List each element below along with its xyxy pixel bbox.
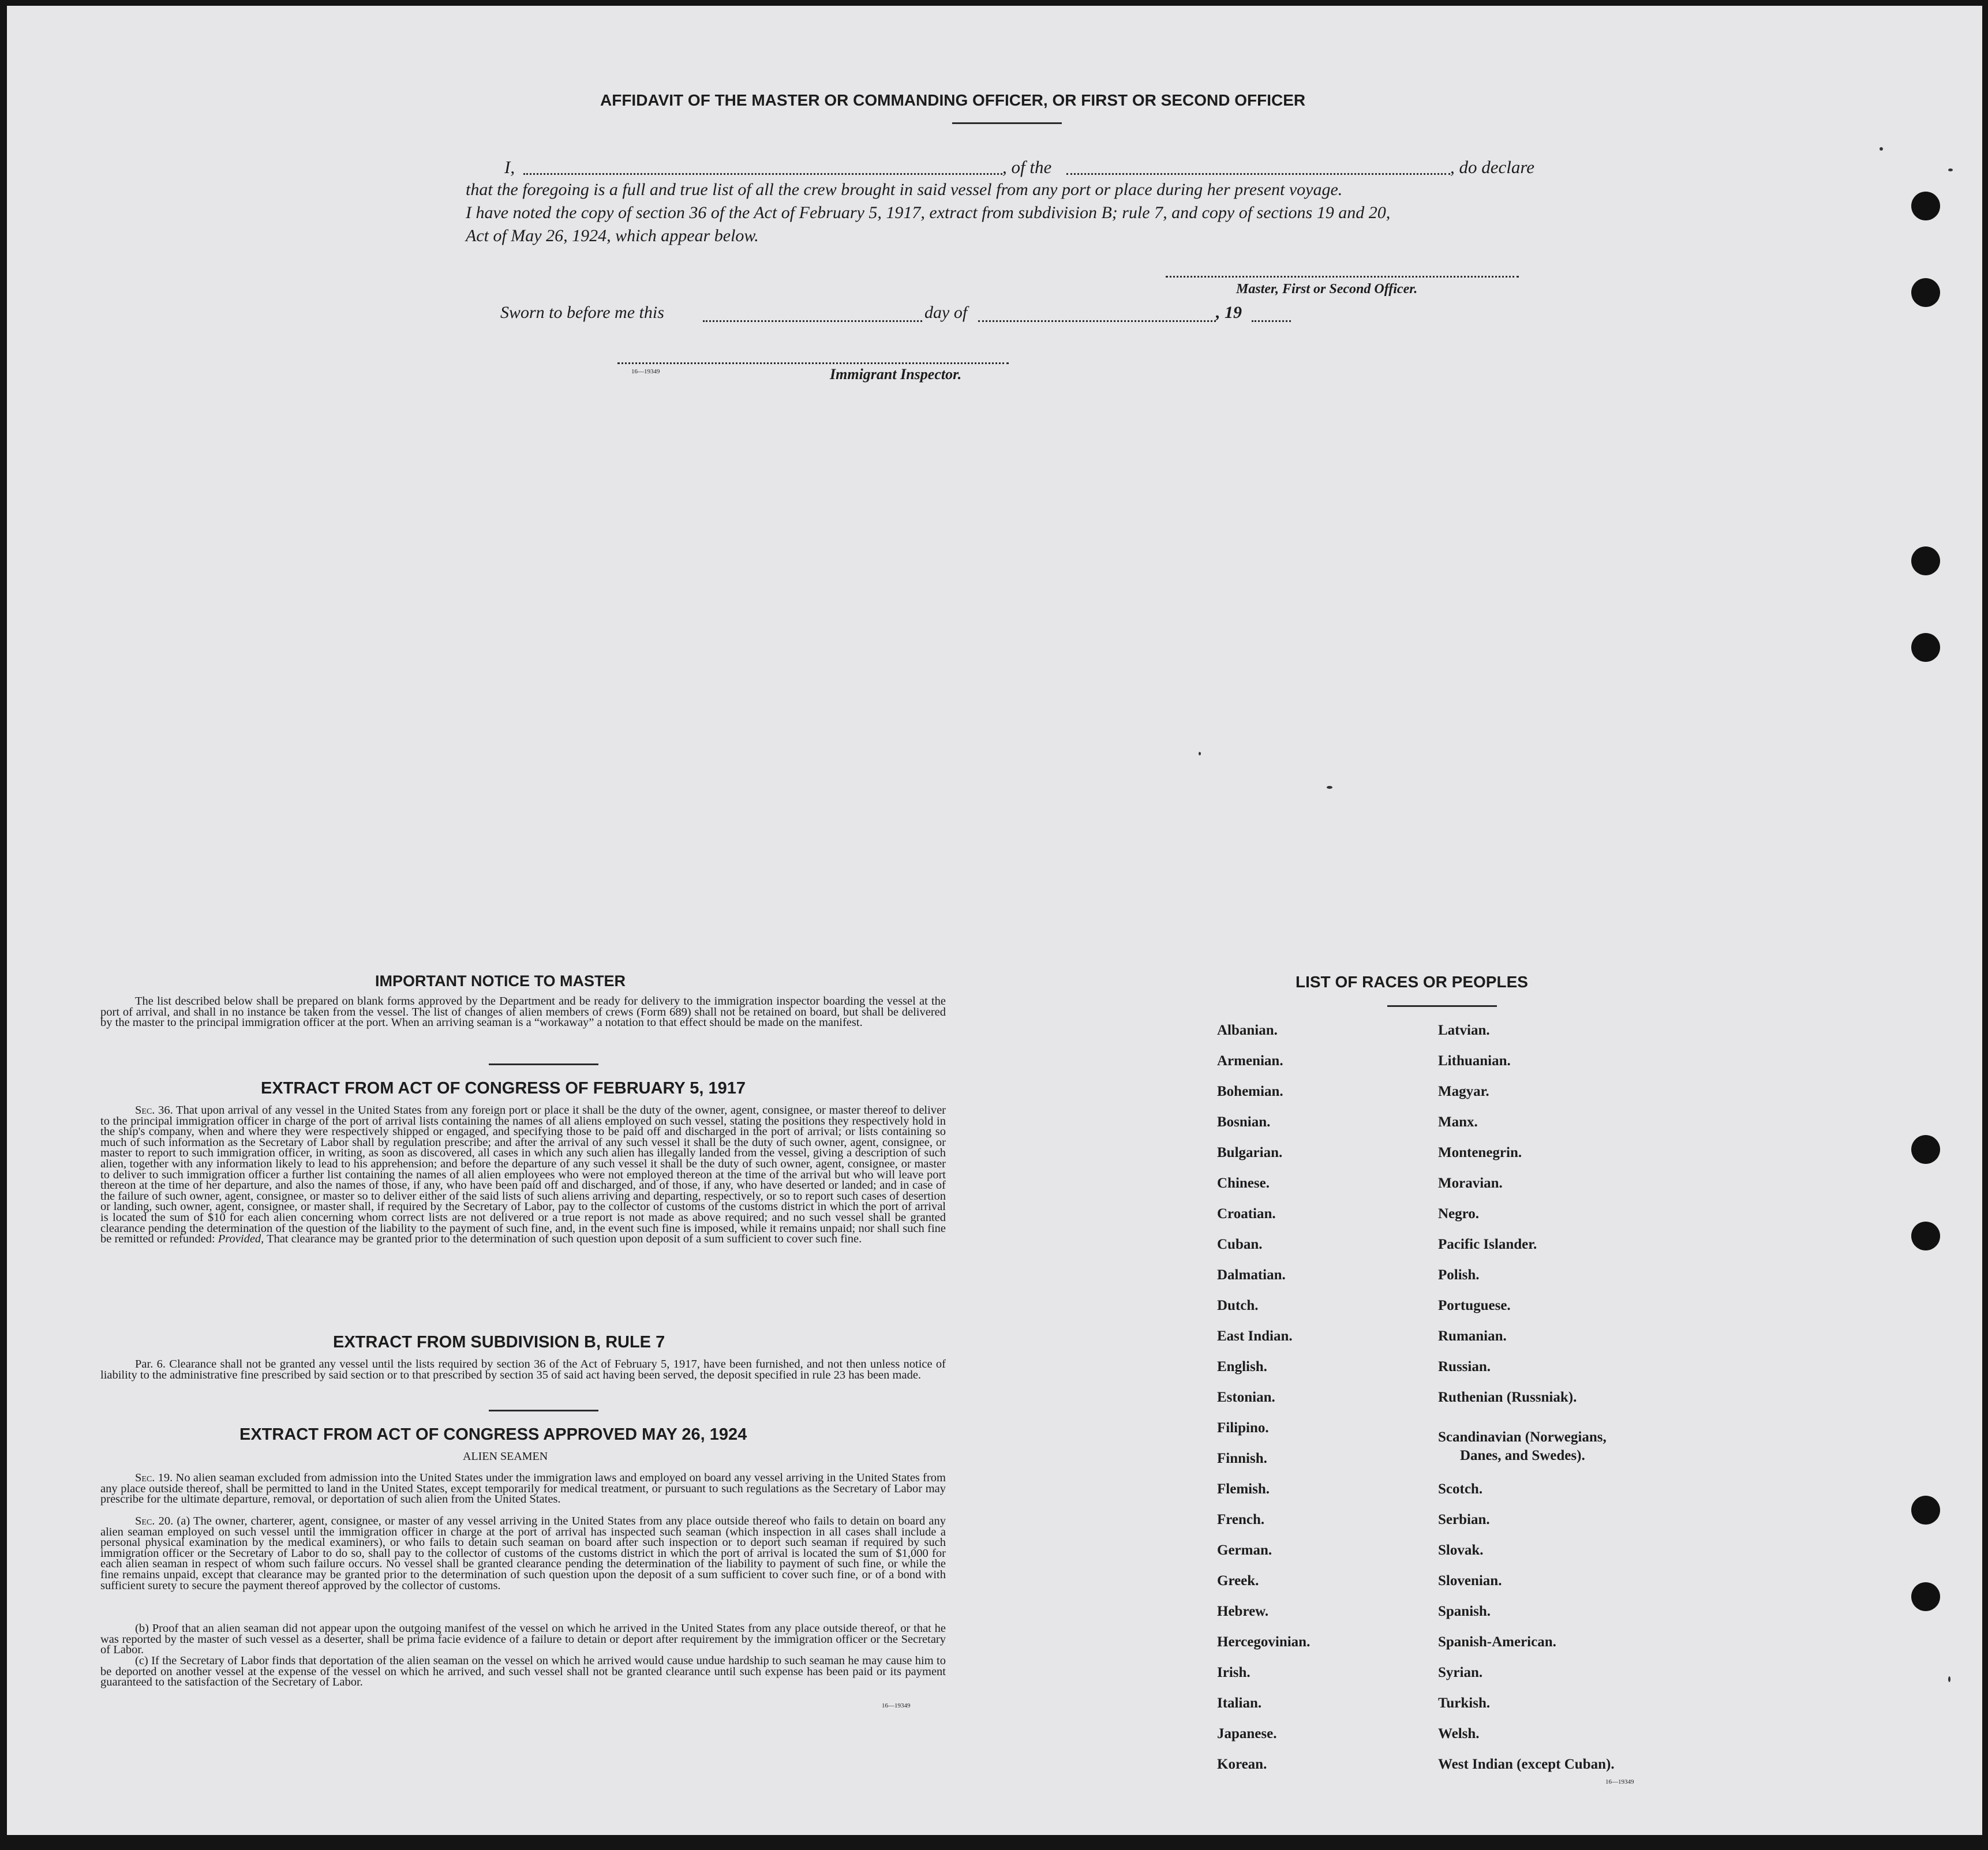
race-left-2: Bohemian. — [1217, 1084, 1283, 1099]
race-left-13: Filipino. — [1217, 1420, 1269, 1436]
sec20a-text — [100, 1516, 946, 1591]
affidavit-line3: I have noted the copy of section 36 of the Act of February 5, 1917, extract from subdivision B; rule 7, and copy of sections 19 and 20, — [466, 203, 1391, 222]
race-right-21: Syrian. — [1438, 1665, 1483, 1680]
scan-speck — [1948, 1676, 1950, 1682]
sworn-day-blank[interactable] — [703, 320, 922, 322]
race-left-19: Hebrew. — [1217, 1604, 1269, 1619]
punch-hole — [1911, 1222, 1940, 1250]
sec20a-body: (a) The owner, charterer, agent, consignee, or master of any vessel arriving in the United States from any place outside thereof who fails to detain on board any alien seaman employed on such vessel until the immigration officer in charge at the port of arrival has inspected such seaman (which inspection in all cases shall include a personal physical examination by the medical examiners), or who fails to detain such seaman on board after such inspection or to deport such seaman if required by such immigration officer or the Secretary of Labor to do so, shall pay to the collector of customs of the customs district in which the port of arrival is located the sum of $1,000 for each alien seaman in respect of whom such failure occurs. No vessel shall be granted clearance pending the determination of the liability to payment of such fine, or while the fine remains unpaid, except that clearance may be granted prior to the determination of such question upon the deposit of a sum sufficient to cover such fine, or of a bond with sufficient surety to secure the payment thereof approved by the collector of customs. — [100, 1515, 946, 1592]
race-right-7: Pacific Islander. — [1438, 1237, 1537, 1252]
scan-speck — [1880, 147, 1883, 151]
punch-hole — [1911, 1496, 1940, 1525]
race-right-4: Montenegrin. — [1438, 1145, 1522, 1160]
race-right-12: Ruthenian (Russniak). — [1438, 1390, 1577, 1405]
punch-hole — [1911, 1582, 1940, 1611]
affidavit-line1-declare: , do declare — [1450, 157, 1535, 177]
inspector-signature-blank[interactable] — [617, 362, 1009, 364]
punch-hole — [1911, 192, 1940, 220]
race-left-11: English. — [1217, 1359, 1267, 1375]
extract-1917-title: EXTRACT FROM ACT OF CONGRESS OF FEBRUARY 5, 1917 — [261, 1079, 746, 1098]
race-left-1: Armenian. — [1217, 1053, 1283, 1069]
sec19-text — [100, 1473, 946, 1505]
affidavit-line2: that the foregoing is a full and true list of all the crew brought in said vessel from any port or place during her present voyage. — [466, 180, 1343, 199]
affidavit-form-number: 16—19349 — [631, 368, 660, 375]
race-right-22: Turkish. — [1438, 1695, 1491, 1711]
name-blank[interactable] — [523, 173, 1002, 175]
race-left-0: Albanian. — [1217, 1023, 1278, 1038]
race-left-15: Flemish. — [1217, 1481, 1270, 1497]
races-divider — [1387, 1005, 1497, 1007]
extract-rule7-title: EXTRACT FROM SUBDIVISION B, RULE 7 — [333, 1333, 665, 1351]
race-left-10: East Indian. — [1217, 1328, 1293, 1344]
race-right-3: Manx. — [1438, 1114, 1478, 1130]
race-left-5: Chinese. — [1217, 1175, 1270, 1191]
race-right-2: Magyar. — [1438, 1084, 1489, 1099]
rule7-body: Par. 6. Clearance shall not be granted any vessel until the lists required by section 36 of the Act of February 5, 1917, have been furnished, and not then unless notice of liability to the administrative fine prescribed by said section or to that prescribed by section 35 of said act having been served, the deposit specified in rule 23 has been made. — [100, 1358, 946, 1381]
signature-label: Master, First or Second Officer. — [1236, 282, 1418, 297]
race-right-18: Slovenian. — [1438, 1573, 1502, 1589]
affidavit-line1-of-the: , of the — [1002, 157, 1052, 177]
race-right-19: Spanish. — [1438, 1604, 1491, 1619]
vessel-blank[interactable] — [1066, 173, 1450, 175]
extract-rule7-text — [100, 1359, 946, 1380]
signature-blank[interactable] — [1166, 276, 1519, 278]
sworn-text: Sworn to before me this — [500, 303, 664, 322]
sec36-label: Sec. 36. — [135, 1104, 173, 1117]
affidavit-line4: Act of May 26, 1924, which appear below. — [466, 226, 759, 245]
race-right-16: Serbian. — [1438, 1512, 1490, 1527]
sec20-label: Sec. 20. — [135, 1515, 174, 1527]
race-left-18: Greek. — [1217, 1573, 1259, 1589]
affidavit-title: AFFIDAVIT OF THE MASTER OR COMMANDING OFFICER, OR FIRST OR SECOND OFFICER — [600, 91, 1306, 109]
affidavit-line1-i: I, — [504, 157, 515, 177]
race-left-21: Irish. — [1217, 1665, 1251, 1680]
race-right-24: West Indian (except Cuban). — [1438, 1757, 1615, 1772]
punch-hole — [1911, 546, 1940, 575]
sec36-body: That upon arrival of any vessel in the United States from any foreign port or place it shall be the duty of the owner, agent, consignee, or master thereof to deliver to the principal immigration officer in charge of the port of arrival lists containing the names of all aliens employed on such vessel, stating the positions they respectively hold in the ship's company, when and where they were respectively shipped or engaged, and specifying those to be paid off and discharged in the port of arrival; or lists containing so much of such information as the Secretary of Labor shall by regulation prescribe; and after the arrival of any such vessel it shall be the duty of such owner, agent, consignee, or master to report to such immigration officer, in writing, as soon as discovered, all cases in which any such alien has illegally landed from the vessel, giving a description of such alien, together with any information likely to lead to his apprehension; and before the departure of any such vessel it shall be the duty of such owner, agent, consignee, or master to deliver to such immigration officer a further list containing the names of all alien employees who were not employed thereon at the time of the arrival but who will leave port thereon at the time of her departure, and also the names of those, if any, who have been paid off and discharged, and of those, if any, who have deserted or landed; and in case of the failure of such owner, agent, consignee, or master so to deliver either of the said lists of such aliens arriving and departing, respectively, or so to report such cases of desertion or landing, such owner, agent, consignee, or master shall, if required by the Secretary of Labor, pay to the collector of customs of the customs district in which the port of arrival is located the sum of $10 for each alien concerning whom correct lists are not delivered or a true report is not made as above required; and no such vessel shall be granted clearance pending the determination of the question of the liability to the payment of such fine, and, in the event such fine is imposed, while it remains unpaid; nor shall such fine be remitted or refunded: — [100, 1104, 946, 1246]
sec20b-text — [100, 1623, 946, 1656]
race-right-5: Moravian. — [1438, 1175, 1503, 1191]
race-left-14: Finnish. — [1217, 1451, 1267, 1466]
scan-speck — [1948, 168, 1953, 171]
sec19-label: Sec. 19. — [135, 1471, 173, 1484]
races-form-number: 16—19349 — [1605, 1778, 1634, 1785]
punch-hole — [1911, 633, 1940, 662]
punch-hole — [1911, 278, 1940, 307]
race-left-4: Bulgarian. — [1217, 1145, 1283, 1160]
day-of-text: day of — [924, 303, 968, 322]
race-left-3: Bosnian. — [1217, 1114, 1271, 1130]
inspector-label: Immigrant Inspector. — [830, 366, 962, 383]
sec20c-body: (c) If the Secretary of Labor finds that deportation of the alien seaman on the vessel on which he arrived would cause undue hardship to such seaman he may cause him to be deported on another vessel at the expense of the vessel on which he arrived, and such vessel shall not be granted clearance until such expense has been paid or its payment guaranteed to the satisfaction of the Secretary of Labor. — [100, 1654, 946, 1689]
race-right-20: Spanish-American. — [1438, 1634, 1556, 1650]
notice-body: The list described below shall be prepared on blank forms approved by the Department and be ready for delivery to the immigration inspector boarding the vessel at the port of arrival, and shall in no instance be taken from the vessel. The list of changes of alien members of crews (Form 689) shall not be retained on board, but shall be delivered by the master to the principal immigration officer at the port. When an arriving seaman is a “workaway” a notation to that effect should be made on the manifest. — [100, 995, 946, 1029]
extract-1917-text — [100, 1105, 946, 1245]
sec20c-text — [100, 1656, 946, 1688]
sec19-body: No alien seaman excluded from admission into the United States under the immigration laws and employed on board any vessel arriving in the United States from any place outside thereof, shall be permitted to land in the United States, except temporarily for medical treatment, or pursuant to such regulations as the Secretary of Labor may prescribe for the ultimate departure, removal, or deportation of such alien from the United States. — [100, 1471, 946, 1506]
notice-text — [100, 996, 946, 1028]
sworn-month-blank[interactable] — [978, 320, 1216, 322]
race-left-17: German. — [1217, 1542, 1272, 1558]
race-left-7: Cuban. — [1217, 1237, 1263, 1252]
provided-word: Provided, — [218, 1233, 264, 1246]
race-left-24: Korean. — [1217, 1757, 1267, 1772]
rule7-divider — [489, 1410, 598, 1411]
race-left-6: Croatian. — [1217, 1206, 1276, 1222]
race-right-17: Slovak. — [1438, 1542, 1484, 1558]
scan-speck — [1199, 752, 1201, 755]
race-right-23: Welsh. — [1438, 1726, 1480, 1742]
races-title: LIST OF RACES OR PEOPLES — [1296, 973, 1528, 991]
title-divider — [952, 122, 1062, 124]
race-right-15: Scotch. — [1438, 1481, 1483, 1497]
race-right-11: Russian. — [1438, 1359, 1491, 1375]
race-right-13: Scandinavian (Norwegians, — [1438, 1429, 1607, 1445]
sec20b-body: (b) Proof that an alien seaman did not appear upon the outgoing manifest of the vessel on which he arrived in the United States from any place outside thereof, or that he was reported by the master of such vessel as a deserter, shall be prima facie evidence of a failure to detain or deport after requirement by the immigration officer or the Secretary of Labor. — [100, 1622, 946, 1657]
race-right-14: Danes, and Swedes). — [1460, 1448, 1585, 1463]
notice-title: IMPORTANT NOTICE TO MASTER — [375, 972, 626, 990]
race-right-1: Lithuanian. — [1438, 1053, 1511, 1069]
punch-hole — [1911, 1135, 1940, 1164]
race-left-20: Hercegovinian. — [1217, 1634, 1311, 1650]
race-right-0: Latvian. — [1438, 1023, 1490, 1038]
form-page — [7, 6, 1982, 1835]
year-blank[interactable] — [1252, 320, 1291, 322]
extract-1924-form-number: 16—19349 — [882, 1702, 911, 1709]
race-right-8: Polish. — [1438, 1267, 1480, 1283]
race-left-16: French. — [1217, 1512, 1265, 1527]
notice-divider — [489, 1063, 598, 1065]
race-left-22: Italian. — [1217, 1695, 1262, 1711]
race-left-9: Dutch. — [1217, 1298, 1259, 1313]
race-left-8: Dalmatian. — [1217, 1267, 1286, 1283]
sec36-body-end: That clearance may be granted prior to the determination of such question upon deposit of a sum sufficient to cover such fine. — [267, 1233, 862, 1246]
race-left-12: Estonian. — [1217, 1390, 1275, 1405]
extract-1924-subtitle: ALIEN SEAMEN — [463, 1450, 548, 1463]
extract-1924-title: EXTRACT FROM ACT OF CONGRESS APPROVED MAY 26, 1924 — [239, 1425, 747, 1444]
year-prefix: , 19 — [1216, 303, 1242, 322]
race-right-6: Negro. — [1438, 1206, 1480, 1222]
race-right-9: Portuguese. — [1438, 1298, 1511, 1313]
race-left-23: Japanese. — [1217, 1726, 1277, 1742]
scan-speck — [1327, 786, 1332, 789]
race-right-10: Rumanian. — [1438, 1328, 1507, 1344]
